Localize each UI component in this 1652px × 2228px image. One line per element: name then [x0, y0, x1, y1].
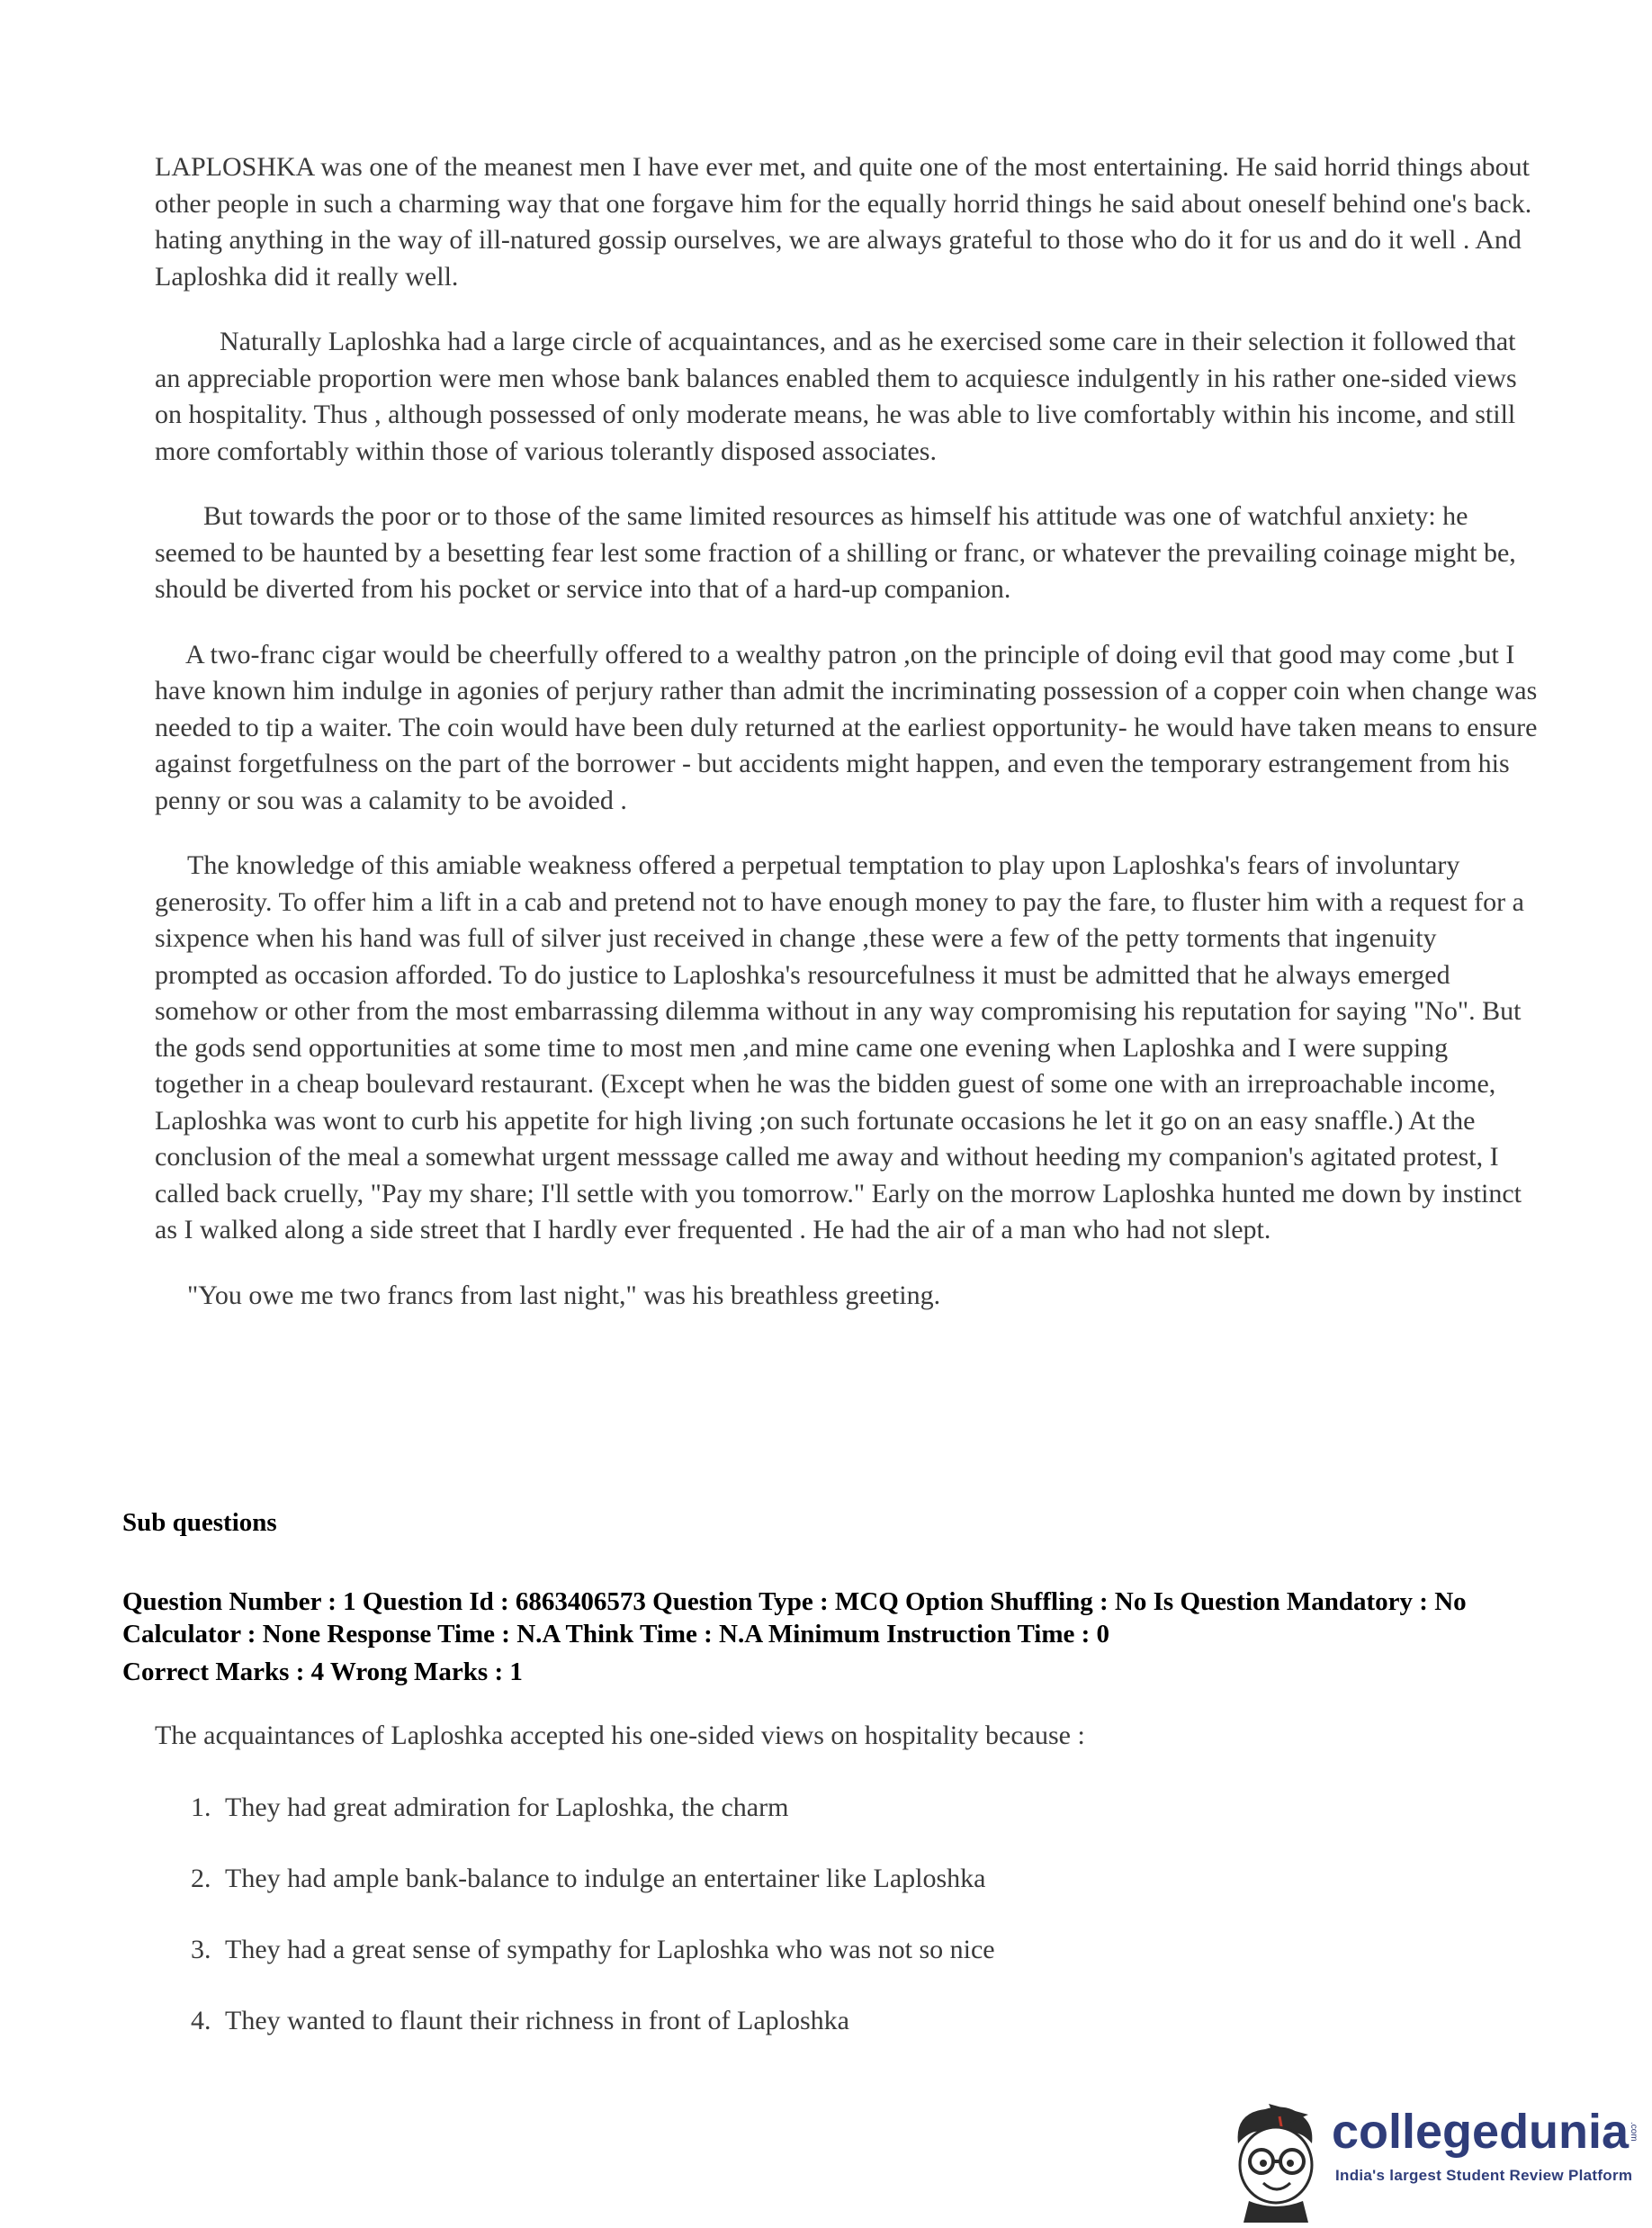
sub-questions-heading: Sub questions [122, 1508, 277, 1537]
option-number: 1. [191, 1792, 211, 1822]
answer-option-2[interactable] [191, 1864, 995, 1935]
answer-option-4[interactable] [191, 2006, 995, 2077]
comprehension-passage [155, 149, 1540, 1343]
passage-paragraph-4: A two-franc cigar would be cheerfully offered to a wealthy patron ,on the principle of doing evil that good may come ,but I have known him indulge in agonies of perjury rather than admit the incriminating possession of a copper coin when change was needed to tip a waiter. The coin would have been duly returned at the earliest opportunity- he would have taken means to ensure against forgetfulness on the part of the borrower - but accidents might happen, and even the temporary estrangement from his penny or sou was a calamity to be avoided . [155, 639, 1538, 815]
question-meta-details: Question Number : 1 Question Id : 6863406573 Question Type : MCQ Option Shuffling : No Is Question Mandatory : No Calculator : None Response Time : N.A Think Time : N.A Minimum Instruction Time : 0 [122, 1587, 1467, 1649]
question-text: The acquaintances of Laploshka accepted his one-sided views on hospitality because : [155, 1720, 1085, 1750]
collegedunia-logo [1226, 2097, 1648, 2223]
option-number: 2. [191, 1864, 211, 1893]
option-text: They wanted to flaunt their richness in front of Laploshka [225, 2006, 849, 2035]
student-mascot-icon [1226, 2097, 1332, 2223]
brand-domain: .com [1629, 2122, 1639, 2142]
option-number: 4. [191, 2006, 211, 2035]
option-text: They had a great sense of sympathy for Laploshka who was not so nice [225, 1935, 995, 1964]
passage-paragraph-6: "You owe me two francs from last night," was his breathless greeting. [187, 1280, 941, 1310]
answer-option-3[interactable] [191, 1935, 995, 2006]
option-number: 3. [191, 1935, 211, 1964]
answer-option-1[interactable] [191, 1792, 995, 1864]
question-marks: Correct Marks : 4 Wrong Marks : 1 [122, 1658, 523, 1686]
answer-options [191, 1792, 995, 2077]
brand-tagline: India's largest Student Review Platform [1335, 2167, 1633, 2184]
brand-name: collegedunia [1332, 2105, 1630, 2159]
option-text: They had ample bank-balance to indulge an entertainer like Laploshka [225, 1864, 986, 1893]
passage-paragraph-5: The knowledge of this amiable weakness offered a perpetual temptation to play upon Laploshka's fears of involuntary generosity. To offer him a lift in a cab and pretend not to have enough money to pay the fare, to fluster him with a request for a sixpence when his hand was full of silver just received in change ,these were a few of the petty torments that ingenuity prompted as occasion afforded. To do justice to Laploshka's resourcefulness it must be admitted that he always emerged somehow or other from the most embarrassing dilemma without in any way compromising his reputation for saying "No". But the gods send opportunities at some time to most men ,and mine came one evening when Laploshka and I were supping together in a cheap boulevard restaurant. (Except when he was the bidden guest of some one with an irreproachable income, Laploshka was wont to curb his appetite for high living ;on such fortunate occasions he let it go on an easy snaffle.) At the conclusion of the meal a somewhat urgent messsage called me away and without heeding my companion's agitated protest, I called back cruelly, "Pay my share; I'll settle with you tomorrow." Early on the morrow Laploshka hunted me down by instinct as I walked along a side street that I hardly ever frequented . He had the air of a man who had not slept. [155, 850, 1524, 1244]
passage-paragraph-2: Naturally Laploshka had a large circle of acquaintances, and as he exercised some care in their selection it followed that an appreciable proportion were men whose bank balances enabled them to acquiesce indulgently in his rather one-sided views on hospitality. Thus , although possessed of only moderate means, he was able to live comfortably within his income, and still more comfortably within those of various tolerantly disposed associates. [155, 327, 1517, 466]
passage-paragraph-3: But towards the poor or to those of the same limited resources as himself his attitude was one of watchful anxiety: he seemed to be haunted by a besetting fear lest some fraction of a shilling or franc, or whatever the prevailing coinage might be, should be diverted from his pocket or service into that of a hard-up companion. [155, 501, 1516, 604]
option-text: They had great admiration for Laploshka, the charm [225, 1792, 789, 1822]
question-meta [122, 1586, 1562, 1688]
passage-paragraph-1: LAPLOSHKA was one of the meanest men I have ever met, and quite one of the most entertaining. He said horrid things about other people in such a charming way that one forgave him for the equally horrid things he said about oneself behind one's back. hating anything in the way of ill-natured gossip ourselves, we are always grateful to those who do it for us and do it well . And Laploshka did it really well. [155, 152, 1532, 292]
